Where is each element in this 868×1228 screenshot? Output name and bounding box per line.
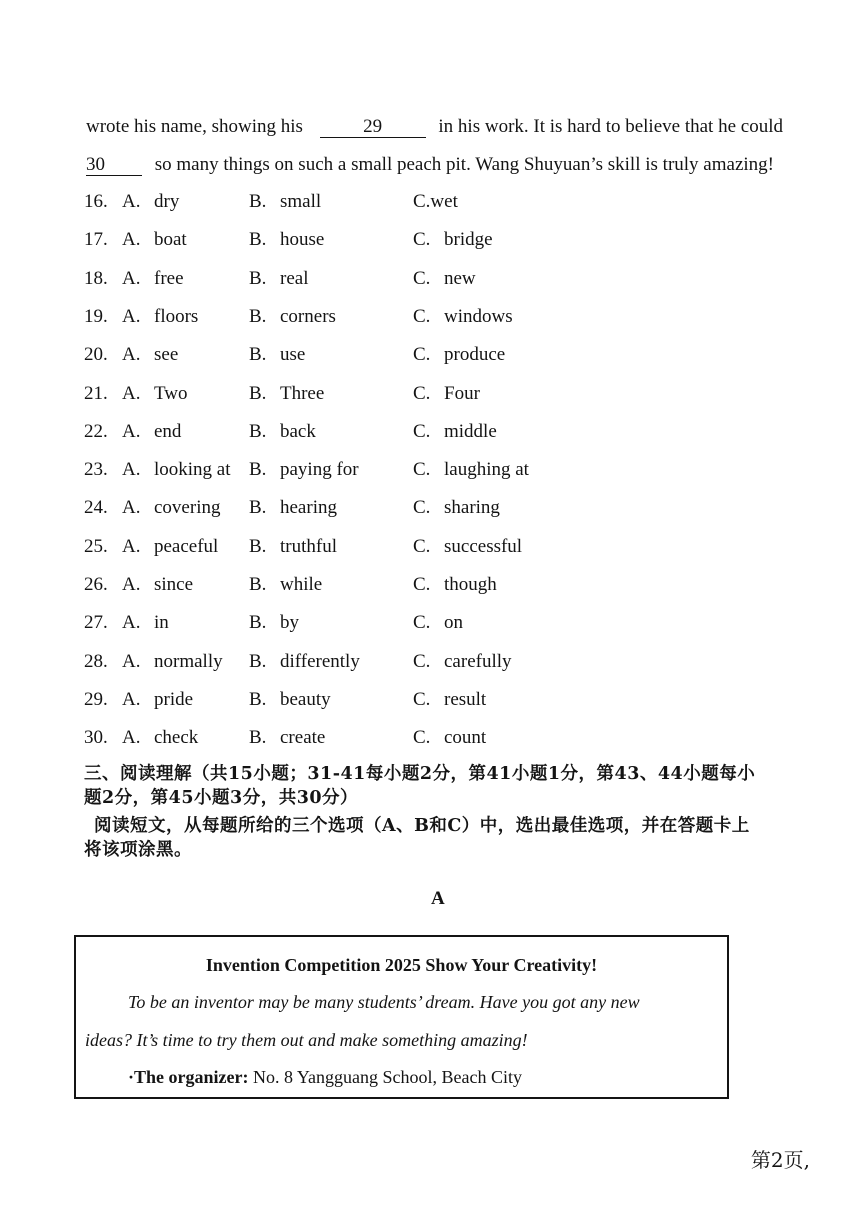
option-c-label: C. <box>413 344 431 366</box>
option-a-text: check <box>154 727 199 749</box>
option-b-label: B. <box>249 727 267 749</box>
page-number: 第2页, <box>750 1148 810 1172</box>
option-c-text: new <box>444 267 476 289</box>
organizer-value: No. 8 Yangguang School, Beach City <box>252 1067 522 1087</box>
option-b-text: differently <box>280 650 360 672</box>
option-c-text: though <box>444 574 497 595</box>
option-c-text: middle <box>444 420 497 442</box>
notice-paragraph: To be an inventor may be many students’ dream. Have you got any new <box>128 992 640 1012</box>
question-number: 23. <box>84 459 108 481</box>
option-c-label: C. <box>413 497 431 519</box>
option-c-label: C. <box>413 612 431 634</box>
option-a-text: covering <box>154 497 221 519</box>
question-number: 25. <box>84 535 108 557</box>
section-heading: 题2分，第45小题3分，共30分） <box>84 788 359 808</box>
option-c-text: sharing <box>444 497 500 519</box>
option-a-text: since <box>154 574 194 595</box>
option-b-text: truthful <box>280 535 337 557</box>
option-a-text: free <box>154 267 184 289</box>
option-a-label: A. <box>122 191 141 212</box>
option-a-text: dry <box>154 191 180 212</box>
option-b-label: B. <box>249 229 267 251</box>
option-c-label: C. <box>413 382 431 404</box>
question-number: 19. <box>84 305 108 327</box>
passage-text: so many things on such a small peach pit. Wang Shuyuan’s skill is truly amazing! <box>154 154 774 175</box>
option-a-text: looking at <box>154 459 231 481</box>
answer-blank-29: 29 <box>320 117 426 138</box>
option-a-label: A. <box>122 688 141 710</box>
question-number: 20. <box>84 344 108 366</box>
option-b-text: hearing <box>280 497 337 519</box>
option-b-label: B. <box>249 650 267 672</box>
section-heading: 三、阅读理解（共15小题；31-41每小题2分，第41小题1分，第43、44小题每小 <box>84 764 756 784</box>
notice-title: Invention Competition 2025 Show Your Creativity! <box>205 955 598 975</box>
option-b-text: back <box>280 420 316 442</box>
question-number: 29. <box>84 688 108 710</box>
option-c-text: carefully <box>444 650 512 672</box>
option-a-text: normally <box>154 650 223 672</box>
option-a-text: pride <box>154 688 194 710</box>
option-b-text: beauty <box>280 688 331 710</box>
option-a-label: A. <box>122 267 141 289</box>
question-number: 16. <box>84 191 108 212</box>
option-b-text: paying for <box>280 459 359 481</box>
option-a-text: end <box>154 420 182 442</box>
question-number: 26. <box>84 574 108 595</box>
option-c-text: count <box>444 727 487 749</box>
question-number: 24. <box>84 497 108 519</box>
option-b-text: small <box>280 191 322 212</box>
answer-blank-30: 30 <box>86 155 142 176</box>
option-b-label: B. <box>249 459 267 481</box>
question-number: 22. <box>84 420 108 442</box>
option-a-text: peaceful <box>154 535 219 557</box>
option-a-text: floors <box>154 305 199 327</box>
option-b-label: B. <box>249 612 267 634</box>
option-b-label: B. <box>249 191 267 212</box>
part-label: A <box>431 888 445 909</box>
option-a-label: A. <box>122 612 141 634</box>
option-a-label: A. <box>122 497 141 519</box>
option-b-label: B. <box>249 535 267 557</box>
option-b-label: B. <box>249 344 267 366</box>
option-a-text: in <box>154 612 169 634</box>
option-a-label: A. <box>122 382 141 404</box>
option-a-text: see <box>154 344 179 366</box>
option-a-text: boat <box>154 229 187 251</box>
option-c-label: C. <box>413 267 431 289</box>
question-number: 30. <box>84 727 108 749</box>
option-b-text: create <box>280 727 326 749</box>
option-a-label: A. <box>122 420 141 442</box>
option-b-label: B. <box>249 574 267 595</box>
option-b-label: B. <box>249 420 267 442</box>
notice-box <box>74 935 729 1099</box>
option-b-label: B. <box>249 267 267 289</box>
notice-organizer <box>128 1067 522 1088</box>
question-number: 21. <box>84 382 108 404</box>
option-c-label: C. <box>413 574 431 595</box>
passage-text: in his work. It is hard to believe that he could <box>438 116 783 137</box>
option-a-label: A. <box>122 459 141 481</box>
option-a-label: A. <box>122 535 141 557</box>
option-b-label: B. <box>249 497 267 519</box>
section-instructions: 将该项涂黑。 <box>84 840 192 860</box>
question-number: 17. <box>84 229 108 251</box>
option-b-text: real <box>280 267 309 289</box>
passage-line-1 <box>86 116 783 138</box>
option-c-text: on <box>444 612 463 634</box>
passage-text: wrote his name, showing his <box>86 116 303 137</box>
notice-paragraph: ideas? It’s time to try them out and make something amazing! <box>85 1030 528 1050</box>
option-a-text: Two <box>154 382 188 404</box>
option-a-label: A. <box>122 344 141 366</box>
option-b-text: while <box>280 574 323 595</box>
option-c-label: C. <box>413 650 431 672</box>
option-a-label: A. <box>122 727 141 749</box>
option-c-text: C.wet <box>413 191 458 212</box>
question-number: 28. <box>84 650 108 672</box>
option-c-text: produce <box>444 344 506 366</box>
option-c-label: C. <box>413 420 431 442</box>
organizer-label: ·The organizer: <box>128 1067 249 1087</box>
option-b-text: corners <box>280 305 336 327</box>
option-c-text: bridge <box>444 229 493 251</box>
option-c-text: successful <box>444 535 523 557</box>
option-c-text: Four <box>444 382 480 404</box>
question-number: 18. <box>84 267 108 289</box>
option-a-label: A. <box>122 650 141 672</box>
option-c-label: C. <box>413 688 431 710</box>
option-b-text: by <box>280 612 299 634</box>
option-a-label: A. <box>122 305 141 327</box>
option-b-text: use <box>280 344 306 366</box>
option-c-label: C. <box>413 229 431 251</box>
option-b-label: B. <box>249 688 267 710</box>
option-b-text: Three <box>280 382 325 404</box>
option-c-label: C. <box>413 535 431 557</box>
option-c-label: C. <box>413 305 431 327</box>
option-c-text: laughing at <box>444 459 529 481</box>
option-c-text: windows <box>444 305 513 327</box>
question-number: 27. <box>84 612 108 634</box>
passage-line-2 <box>86 154 774 176</box>
option-b-text: house <box>280 229 325 251</box>
option-c-text: result <box>444 688 487 710</box>
section-instructions: 阅读短文，从每题所给的三个选项（A、B和C）中，选出最佳选项，并在答题卡上 <box>94 816 750 836</box>
option-b-label: B. <box>249 305 267 327</box>
option-c-label: C. <box>413 727 431 749</box>
option-b-label: B. <box>249 382 267 404</box>
option-a-label: A. <box>122 574 141 595</box>
option-c-label: C. <box>413 459 431 481</box>
option-a-label: A. <box>122 229 141 251</box>
